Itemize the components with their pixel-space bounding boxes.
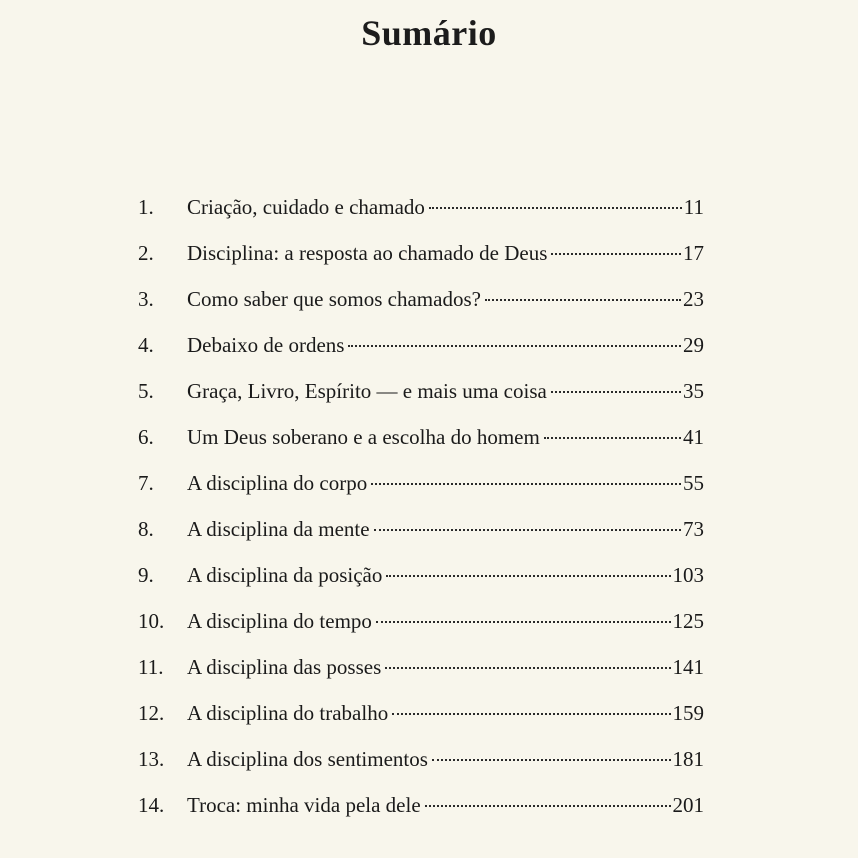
entry-title: A disciplina da posição (187, 563, 383, 587)
dot-leader (386, 575, 670, 577)
entry-title: Troca: minha vida pela dele (187, 793, 421, 817)
entry-page-number: 29 (683, 333, 704, 357)
dot-leader (432, 759, 671, 761)
toc-entry (138, 558, 704, 604)
entry-title: A disciplina do tempo (187, 609, 372, 633)
toc-entry (138, 420, 704, 466)
dot-leader (348, 345, 681, 347)
entry-page-number: 103 (672, 563, 704, 587)
entry-number: 10. (138, 609, 165, 633)
entry-number: 5. (138, 379, 154, 403)
toc-entry (138, 788, 704, 834)
toc-entry (138, 236, 704, 282)
dot-leader (385, 667, 670, 669)
dot-leader (544, 437, 681, 439)
entry-number: 2. (138, 241, 154, 265)
entry-page-number: 201 (672, 793, 704, 817)
entry-title: Como saber que somos chamados? (187, 287, 481, 311)
toc-entry (138, 374, 704, 420)
toc-entry (138, 328, 704, 374)
dot-leader (551, 253, 681, 255)
entry-page-number: 181 (672, 747, 704, 771)
entry-number: 14. (138, 793, 165, 817)
entry-title: A disciplina do trabalho (187, 701, 389, 725)
entry-page-number: 35 (683, 379, 704, 403)
toc-entry (138, 190, 704, 236)
toc-entry (138, 696, 704, 742)
entry-number: 8. (138, 517, 154, 541)
entry-page-number: 55 (683, 471, 704, 495)
entry-page-number: 73 (683, 517, 704, 541)
entry-title: A disciplina da mente (187, 517, 370, 541)
toc-entry (138, 282, 704, 328)
entry-number: 12. (138, 701, 165, 725)
entry-page-number: 23 (683, 287, 704, 311)
toc-entry (138, 604, 704, 650)
entry-page-number: 17 (683, 241, 704, 265)
entry-number: 1. (138, 195, 154, 219)
toc-entry (138, 742, 704, 788)
dot-leader (425, 805, 671, 807)
dot-leader (485, 299, 681, 301)
entry-number: 4. (138, 333, 154, 357)
entry-page-number: 141 (672, 655, 704, 679)
entry-title: Graça, Livro, Espírito — e mais uma coisa (187, 379, 547, 403)
toc-entry (138, 512, 704, 558)
entry-number: 3. (138, 287, 154, 311)
entry-number: 7. (138, 471, 154, 495)
entry-title: Criação, cuidado e chamado (187, 195, 425, 219)
entry-title: Um Deus soberano e a escolha do homem (187, 425, 540, 449)
dot-leader (392, 713, 670, 715)
entry-page-number: 41 (683, 425, 704, 449)
entry-title: Disciplina: a resposta ao chamado de Deus (187, 241, 548, 265)
table-of-contents (138, 190, 704, 834)
entry-number: 11. (138, 655, 164, 679)
entry-title: A disciplina das posses (187, 655, 382, 679)
entry-number: 9. (138, 563, 154, 587)
dot-leader (429, 207, 682, 209)
entry-page-number: 159 (672, 701, 704, 725)
entry-title: Debaixo de ordens (187, 333, 345, 357)
entry-number: 13. (138, 747, 165, 771)
entry-page-number: 11 (683, 195, 704, 219)
dot-leader (551, 391, 681, 393)
dot-leader (374, 529, 681, 531)
dot-leader (376, 621, 671, 623)
page-title: Sumário (361, 13, 497, 53)
entry-number: 6. (138, 425, 154, 449)
entry-title: A disciplina dos sentimentos (187, 747, 428, 771)
toc-entry (138, 466, 704, 512)
toc-entry (138, 650, 704, 696)
dot-leader (371, 483, 681, 485)
entry-title: A disciplina do corpo (187, 471, 368, 495)
entry-page-number: 125 (672, 609, 704, 633)
